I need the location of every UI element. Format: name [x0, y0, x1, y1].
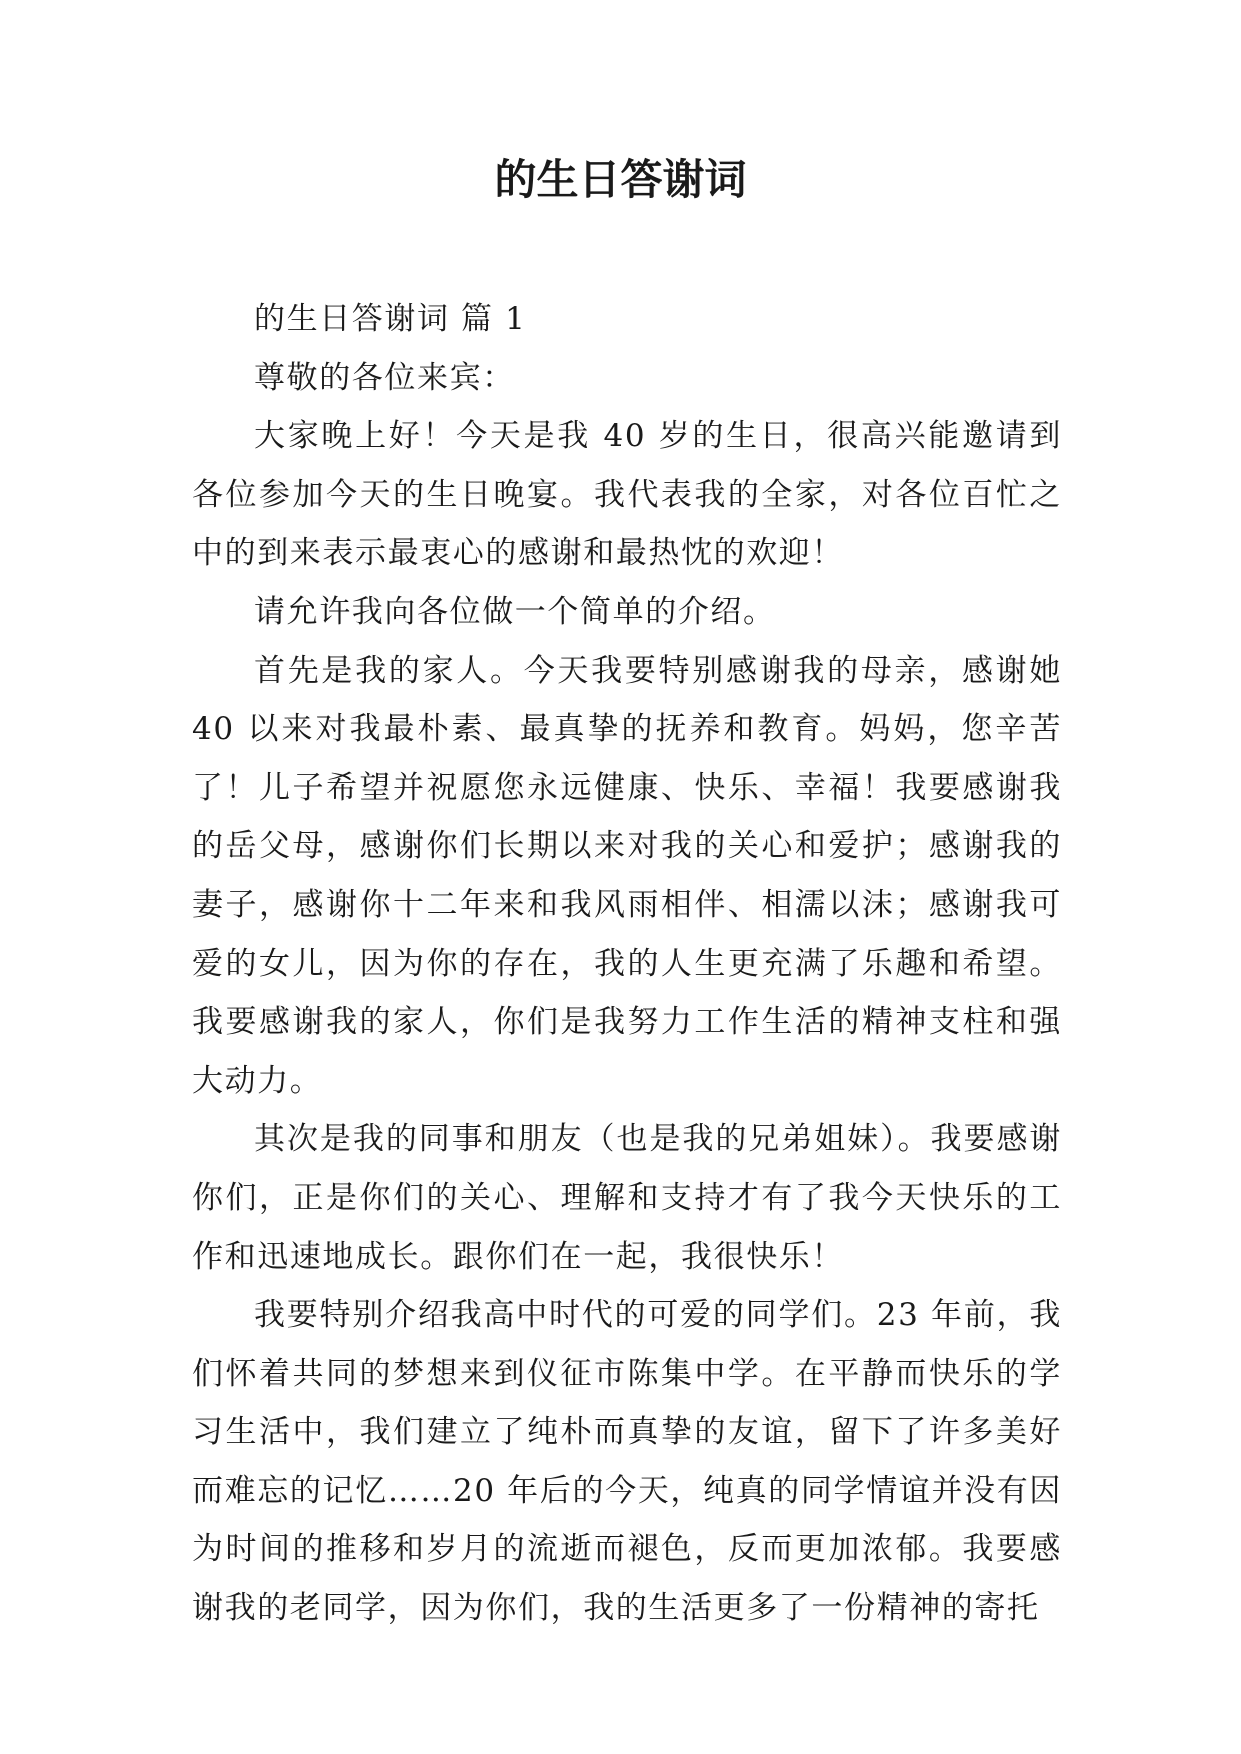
paragraph-introduction: 请允许我向各位做一个简单的介绍。	[254, 593, 776, 630]
salutation: 尊敬的各位来宾：	[254, 359, 515, 396]
document-title: 的生日答谢词	[494, 155, 747, 204]
document-body	[192, 290, 1062, 1638]
paragraph-family: 首先是我的家人。今天我要特别感谢我的母亲，感谢她 40 以来对我最朴素、最真挚的抚养和教育。妈妈，您辛苦了！儿子希望并祝愿您永远健康、快乐、幸福！我要感谢我的岳父母，感谢你们长期以来对我的关心和爱护；感谢我的妻子，感谢你十二年来和我风雨相伴、相濡以沫；感谢我可爱的女儿，因为你的存在，我的人生更充满了乐趣和希望。我要感谢我的家人，你们是我努力工作生活的精神支柱和强大动力。	[192, 652, 1062, 1099]
section-heading: 的生日答谢词 篇 1	[254, 301, 527, 337]
paragraph-classmates: 我要特别介绍我高中时代的可爱的同学们。23 年前，我们怀着共同的梦想来到仪征市陈集中学。在平静而快乐的学习生活中，我们建立了纯朴而真挚的友谊，留下了许多美好而难忘的记忆……20 年后的今天，纯真的同学情谊并没有因为时间的推移和岁月的流逝而褪色，反而更加浓郁。我要感谢我的老同学，因为你们，我的生活更多了一份精神的寄托	[192, 1297, 1062, 1627]
paragraph-greeting: 大家晚上好！今天是我 40 岁的生日，很高兴能邀请到各位参加今天的生日晚宴。我代表我的全家，对各位百忙之中的到来表示最衷心的感谢和最热忱的欢迎！	[192, 418, 1062, 572]
paragraph-colleagues: 其次是我的同事和朋友（也是我的兄弟姐妹）。我要感谢你们，正是你们的关心、理解和支持才有了我今天快乐的工作和迅速地成长。跟你们在一起，我很快乐！	[192, 1121, 1062, 1275]
